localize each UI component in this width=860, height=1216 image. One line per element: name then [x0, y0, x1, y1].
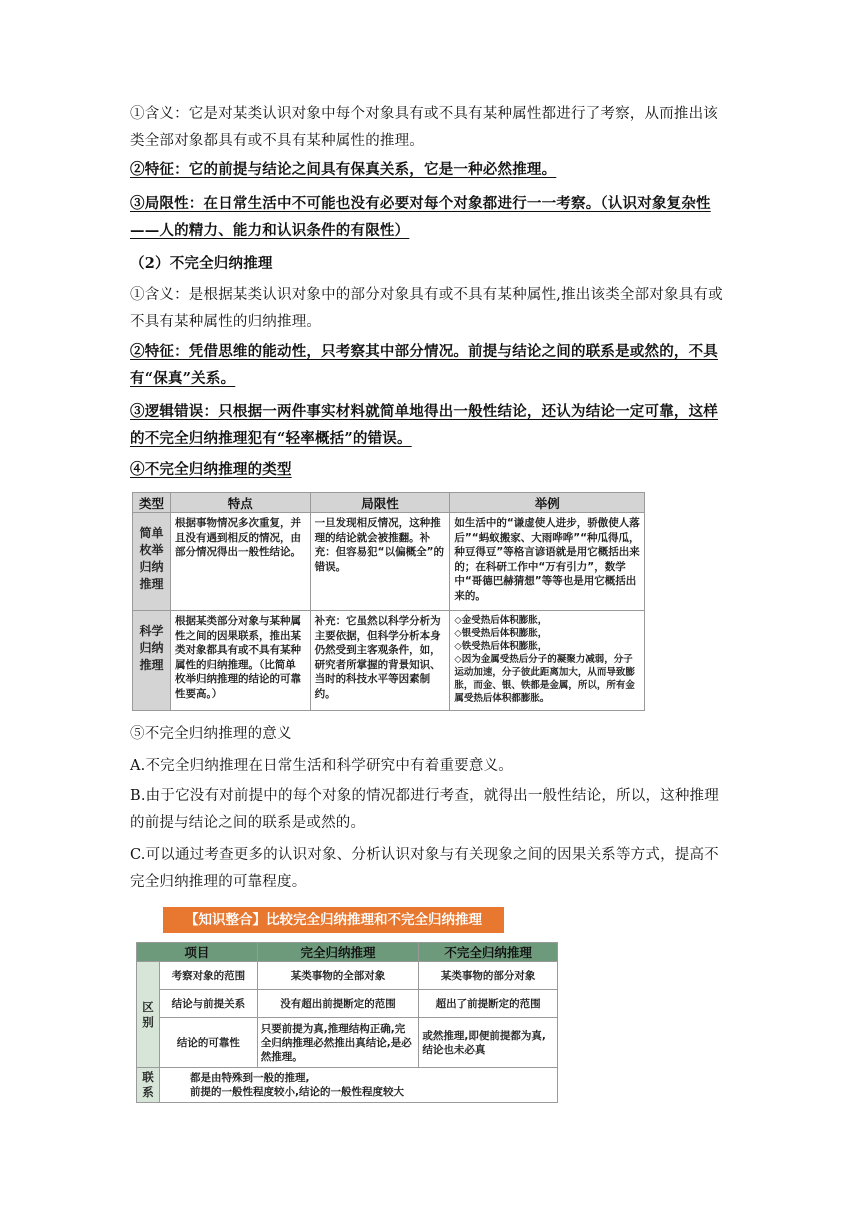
- knowledge-banner: 【知识整合】比较完全归纳推理和不完全归纳推理: [163, 907, 504, 933]
- example-line: ◇铁受热后体积膨胀，: [454, 641, 548, 652]
- row-label: 考察对象的范围: [159, 962, 257, 990]
- table-row: [133, 513, 645, 611]
- significance-a: A.不完全归纳推理在日常生活和科学研究中有着重要意义。: [130, 758, 513, 774]
- paragraph-feature-incomplete: ②特征：凭借思维的能动性，只考察其中部分情况。前提与结论之间的联系是或然的，不具有“保真”关系。: [130, 343, 718, 387]
- header-item: 项目: [137, 943, 258, 962]
- feature-cell: 根据事物情况多次重复，并且没有遇到相反的情况，由部分情况得出一般性结论。: [170, 513, 310, 611]
- header-complete: 完全归纳推理: [257, 943, 419, 962]
- header-limit: 局限性: [310, 493, 450, 513]
- header-example: 举例: [450, 493, 645, 513]
- example-line: ◇因为金属受热后分子的凝聚力减弱，分子运动加速，分子彼此距离加大，从而导致膨胀，而金、银、铁都是金属，所以，所有金属受热后体积都膨胀。: [454, 654, 635, 704]
- incomplete-cell: 或然推理,即便前提都为真,结论也未必真: [419, 1018, 558, 1068]
- paragraph-meaning-complete: ①含义：它是对某类认识对象中每个对象具有或不具有某种属性都进行了考察，从而推出该类全部对象都具有或不具有某种属性的推理。: [130, 106, 718, 149]
- section-link-label: 联系: [137, 1068, 160, 1103]
- incomplete-cell: 超出了前提断定的范围: [419, 990, 558, 1018]
- significance-c: C.可以通过考查更多的认识对象、分析认识对象与有关现象之间的因果关系等方式，提高不完全归纳推理的可靠程度。: [130, 847, 719, 890]
- section-heading-incomplete: （2）不完全归纳推理: [130, 255, 273, 272]
- table-row: [137, 1018, 558, 1068]
- significance-b: B.由于它没有对前提中的每个对象的情况都进行考查，就得出一般性结论，所以，这种推理的前提与结论之间的联系是或然的。: [130, 788, 719, 831]
- header-feature: 特点: [170, 493, 310, 513]
- link-line: 都是由特殊到一般的推理,: [189, 1072, 310, 1084]
- incomplete-cell: 某类事物的部分对象: [419, 962, 558, 990]
- limit-cell: 一旦发现相反情况，这种推理的结论就会被推翻。补充：但容易犯“以偏概全”的错误。: [310, 513, 450, 611]
- example-cell: 如生活中的“谦虚使人进步，骄傲使人落后”“蚂蚁搬家、大雨哗哗”“种瓜得瓜，种豆得豆”等格言谚语就是用它概括出来的；在科研工作中“万有引力”，数学中“哥德巴赫猜想”等等也是用它概括出来的。: [450, 513, 645, 611]
- limit-cell: 补充：它虽然以科学分析为主要依据，但科学分析本身仍然受到主客观条件，如，研究者所掌握的背景知识、当时的科技水平等因素制约。: [310, 611, 450, 711]
- paragraph-feature-complete: ②特征：它的前提与结论之间具有保真关系，它是一种必然推理。: [130, 161, 557, 178]
- section-diff-label: 区别: [137, 962, 160, 1068]
- complete-cell: 没有超出前提断定的范围: [257, 990, 419, 1018]
- type-cell: 科学归纳推理: [133, 611, 171, 711]
- complete-cell: 某类事物的全部对象: [257, 962, 419, 990]
- complete-cell: 只要前提为真,推理结构正确,完全归纳推理必然推出真结论,是必然推理。: [257, 1018, 419, 1068]
- significance-heading: ⑤不完全归纳推理的意义: [130, 726, 292, 742]
- paragraph-types-heading: ④不完全归纳推理的类型: [130, 461, 292, 478]
- example-line: ◇银受热后体积膨胀，: [454, 628, 548, 639]
- paragraph-limitation-complete: ③局限性：在日常生活中不可能也没有必要对每个对象都进行一一考察。（认识对象复杂性——人的精力、能力和认识条件的有限性）: [130, 195, 711, 239]
- link-line: 前提的一般性程度较小,结论的一般性程度较大: [189, 1086, 404, 1098]
- paragraph-meaning-incomplete: ①含义：是根据某类认识对象中的部分对象具有或不具有某种属性,推出该类全部对象具有或不具有某种属性的归纳推理。: [130, 287, 723, 330]
- example-line: ◇金受热后体积膨胀，: [454, 615, 548, 626]
- table-row: [137, 1068, 558, 1103]
- header-type: 类型: [133, 493, 171, 513]
- row-label: 结论的可靠性: [159, 1018, 257, 1068]
- row-label: 结论与前提关系: [159, 990, 257, 1018]
- table-row: [133, 611, 645, 711]
- comparison-table: [136, 942, 558, 1103]
- type-cell: 简单枚举归纳推理: [133, 513, 171, 611]
- example-cell: [450, 611, 645, 711]
- header-incomplete: 不完全归纳推理: [419, 943, 558, 962]
- link-cell: [159, 1068, 557, 1103]
- table-row: [137, 990, 558, 1018]
- comparison-table-header: [137, 943, 558, 962]
- paragraph-logic-error: ③逻辑错误：只根据一两件事实材料就简单地得出一般性结论，还认为结论一定可靠，这样的不完全归纳推理犯有“轻率概括”的错误。: [130, 403, 718, 447]
- types-table: [132, 492, 645, 711]
- table-row: [137, 962, 558, 990]
- types-table-header: [133, 493, 645, 513]
- feature-cell: 根据某类部分对象与某种属性之间的因果联系，推出某类对象都具有或不具有某种属性的归纳推理。（比简单枚举归纳推理的结论的可靠性要高。）: [170, 611, 310, 711]
